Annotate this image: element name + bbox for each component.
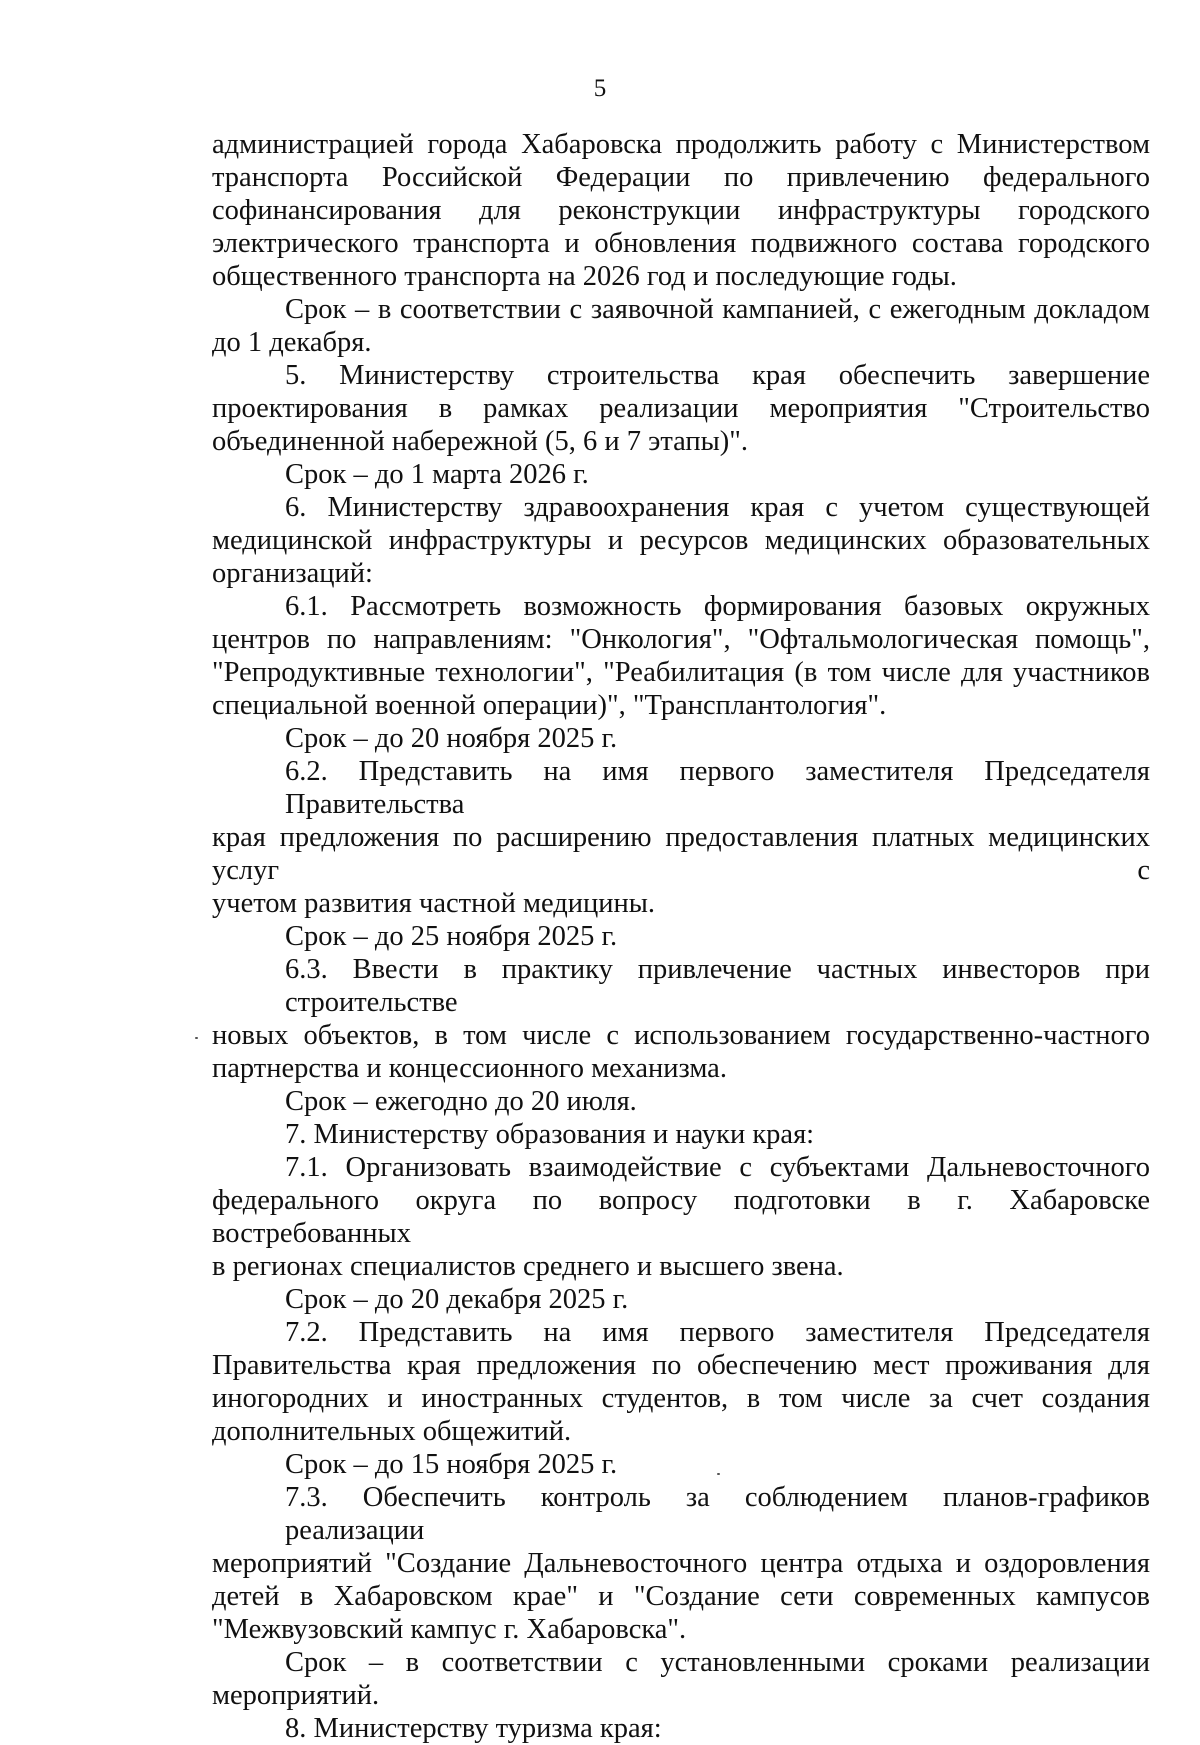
text-line: "Репродуктивные технологии", "Реабилитация (в том числе для участников xyxy=(212,657,1150,688)
text-line: Срок – до 1 марта 2026 г. xyxy=(285,459,589,490)
text-line: Срок – в соответствии с заявочной кампанией, с ежегодным докладом xyxy=(285,294,1150,325)
text-line: иногородних и иностранных студентов, в том числе за счет создания xyxy=(212,1383,1150,1414)
text-line: 7.1. Организовать взаимодействие с субъектами Дальневосточного xyxy=(285,1152,1150,1183)
text-line: до 1 декабря. xyxy=(212,327,372,358)
scan-speck xyxy=(195,1037,198,1039)
document-body xyxy=(212,128,1150,1745)
text-line: 6.1. Рассмотреть возможность формирования базовых окружных xyxy=(285,591,1150,622)
text-line: в регионах специалистов среднего и высшего звена. xyxy=(212,1251,844,1282)
text-line: Срок – до 20 декабря 2025 г. xyxy=(285,1284,629,1315)
text-line: учетом развития частной медицины. xyxy=(212,888,656,919)
text-line: софинансирования для реконструкции инфраструктуры городского xyxy=(212,195,1150,226)
text-line: проектирования в рамках реализации мероприятия "Строительство xyxy=(212,393,1150,424)
text-line: 5. Министерству строительства края обеспечить завершение xyxy=(285,360,1150,391)
text-line: 6.2. Представить на имя первого заместителя Председателя Правительства xyxy=(285,756,1150,820)
scan-speck xyxy=(717,1473,720,1475)
text-line: детей в Хабаровском крае" и "Создание сети современных кампусов xyxy=(212,1581,1150,1612)
text-line: транспорта Российской Федерации по привлечению федерального xyxy=(212,162,1150,193)
text-line: мероприятий "Создание Дальневосточного центра отдыха и оздоровления xyxy=(212,1548,1150,1579)
text-line: организаций: xyxy=(212,558,373,589)
text-line: общественного транспорта на 2026 год и последующие годы. xyxy=(212,261,957,292)
text-line: 6.3. Ввести в практику привлечение частных инвесторов при строительстве xyxy=(285,954,1150,1018)
text-line: партнерства и концессионного механизма. xyxy=(212,1053,727,1084)
text-line: 8. Министерству туризма края: xyxy=(285,1713,662,1744)
text-line: дополнительных общежитий. xyxy=(212,1416,572,1447)
text-line: 7. Министерству образования и науки края: xyxy=(285,1119,815,1150)
text-line: мероприятий. xyxy=(212,1680,380,1711)
text-line: Срок – до 20 ноября 2025 г. xyxy=(285,723,618,754)
text-line: центров по направлениям: "Онкология", "Офтальмологическая помощь", xyxy=(212,624,1150,655)
text-line: федерального округа по вопросу подготовки в г. Хабаровске востребованных xyxy=(212,1185,1150,1249)
text-line: администрацией города Хабаровска продолжить работу с Министерством xyxy=(212,129,1150,160)
text-line: объединенной набережной (5, 6 и 7 этапы)". xyxy=(212,426,749,457)
text-line: "Межвузовский кампус г. Хабаровска". xyxy=(212,1614,687,1645)
text-line: электрического транспорта и обновления подвижного состава городского xyxy=(212,228,1150,259)
text-line: 6. Министерству здравоохранения края с учетом существующей xyxy=(285,492,1150,523)
text-line: Срок – до 15 ноября 2025 г. xyxy=(285,1449,618,1480)
text-line: 7.3. Обеспечить контроль за соблюдением планов-графиков реализации xyxy=(285,1482,1150,1546)
text-line: специальной военной операции)", "Трансплантология". xyxy=(212,690,887,721)
text-line: Срок – до 25 ноября 2025 г. xyxy=(285,921,618,952)
text-line: Срок – ежегодно до 20 июля. xyxy=(285,1086,637,1117)
page-number: 5 xyxy=(593,75,607,102)
text-line: Правительства края предложения по обеспечению мест проживания для xyxy=(212,1350,1150,1381)
text-line: Срок – в соответствии с установленными сроками реализации xyxy=(285,1647,1150,1678)
text-line: медицинской инфраструктуры и ресурсов медицинских образовательных xyxy=(212,525,1150,556)
text-line: новых объектов, в том числе с использованием государственно-частного xyxy=(212,1020,1150,1051)
text-line: края предложения по расширению предоставления платных медицинских услуг с xyxy=(212,822,1150,886)
text-line: 7.2. Представить на имя первого заместителя Председателя xyxy=(285,1317,1150,1348)
